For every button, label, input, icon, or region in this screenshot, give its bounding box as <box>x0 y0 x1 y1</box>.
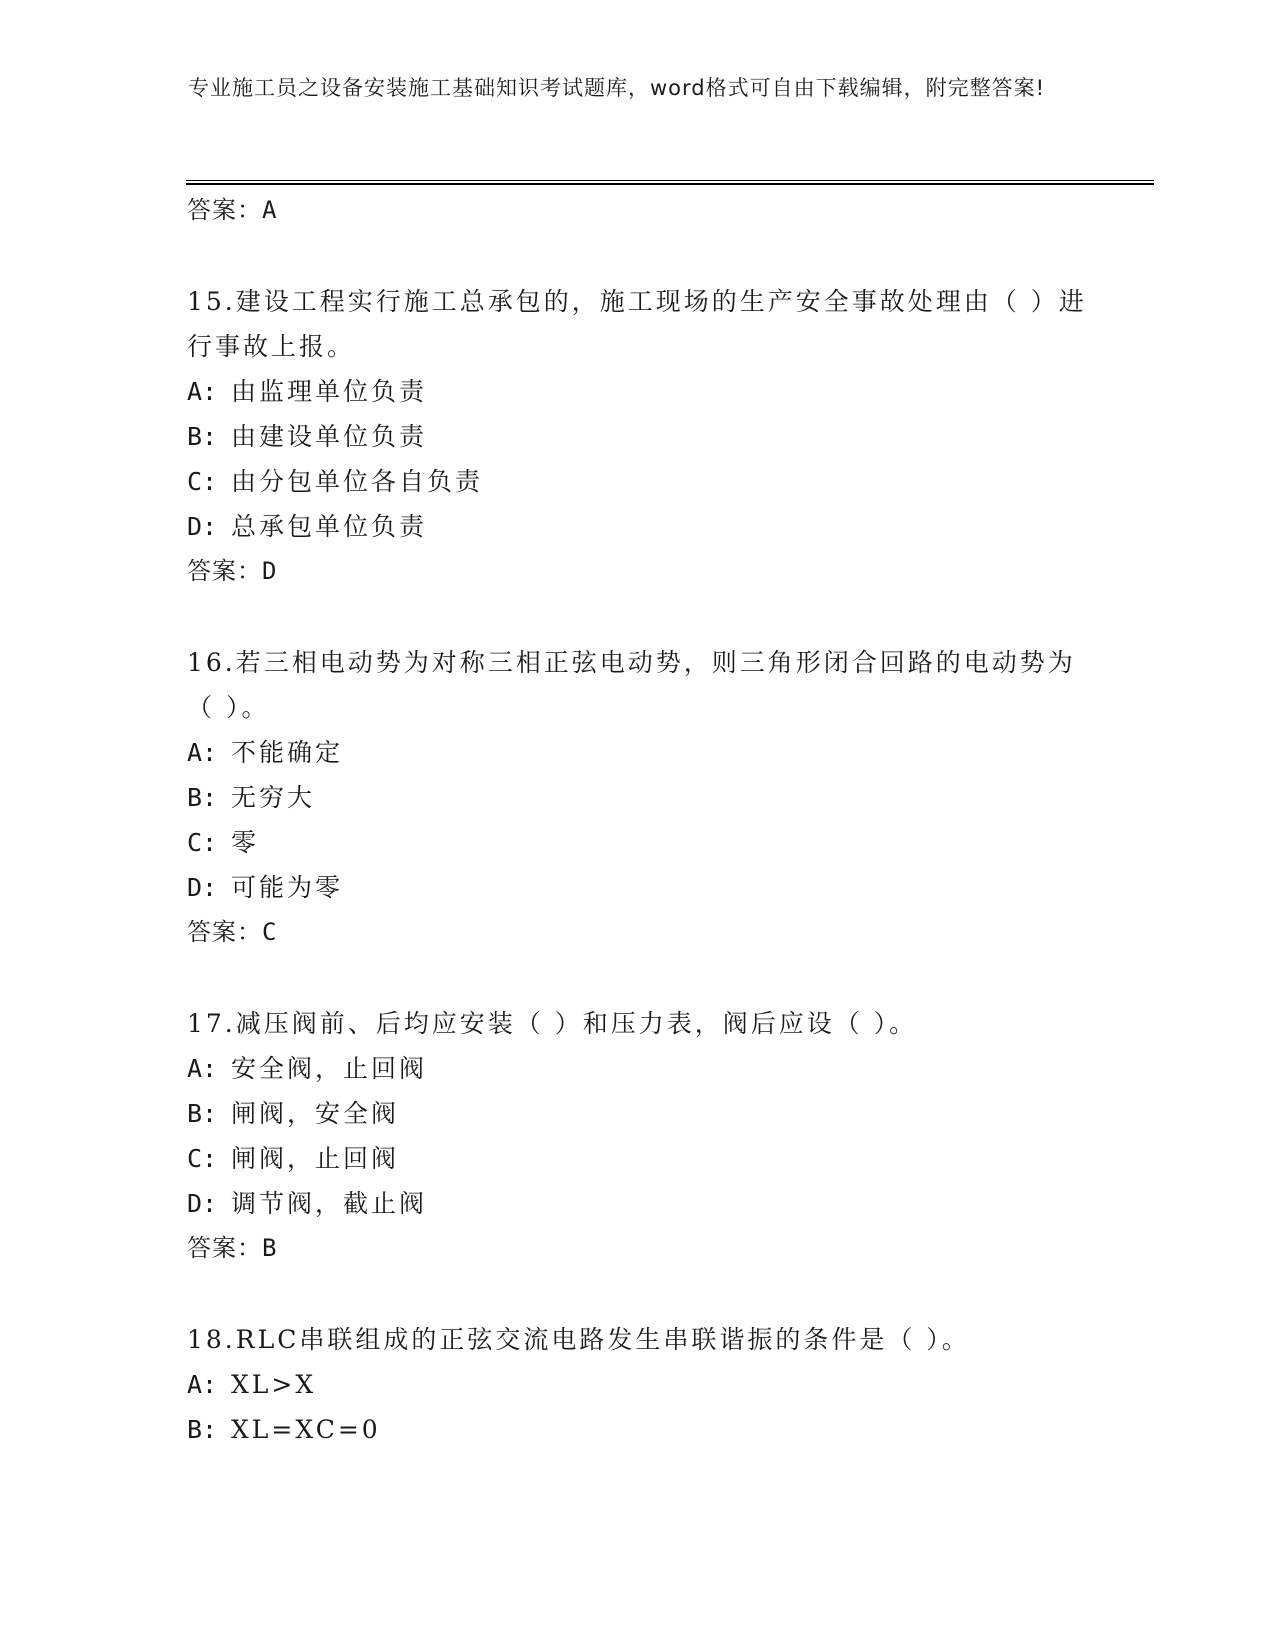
option-key: A: <box>187 1054 218 1083</box>
option-key: D: <box>187 1189 218 1218</box>
question-text <box>187 640 1087 730</box>
answer-value: C <box>262 918 278 946</box>
question-number: 18. <box>187 1325 236 1354</box>
option-text: XL>X <box>231 1370 317 1399</box>
option-text: 闸阀，止回阀 <box>231 1144 400 1173</box>
option-text: 零 <box>231 828 260 857</box>
answer-value: D <box>262 557 278 585</box>
option-key: C: <box>187 828 218 857</box>
option-key: C: <box>187 1144 218 1173</box>
question-text <box>187 1001 1087 1046</box>
option-key: D: <box>187 512 218 541</box>
answer-label: 答案： <box>187 557 262 585</box>
answer-line <box>187 188 1087 233</box>
option-text: 安全阀，止回阀 <box>231 1054 428 1083</box>
option-b <box>187 1091 1087 1136</box>
option-d <box>187 1181 1087 1226</box>
answer-label: 答案： <box>187 196 262 224</box>
header-divider-thin <box>186 180 1154 181</box>
question-body: 若三相电动势为对称三相正弦电动势，则三角形闭合回路的电动势为（ ）。 <box>187 648 1076 722</box>
header-divider-thick <box>186 183 1154 185</box>
question-block <box>187 279 1087 594</box>
answer-value: B <box>262 1234 278 1262</box>
option-text: XL=XC=0 <box>231 1415 381 1444</box>
option-key: D: <box>187 873 218 902</box>
option-d <box>187 504 1087 549</box>
option-a <box>187 1046 1087 1091</box>
option-a <box>187 1362 1087 1407</box>
question-body: 减压阀前、后均应安装（ ）和压力表，阀后应设（ ）。 <box>235 1009 918 1038</box>
answer-value: A <box>262 196 278 224</box>
option-text: 由监理单位负责 <box>231 377 428 406</box>
option-b <box>187 1407 1087 1452</box>
option-key: C: <box>187 467 218 496</box>
option-d <box>187 865 1087 910</box>
option-a <box>187 369 1087 414</box>
option-key: B: <box>187 422 218 451</box>
question-number: 16. <box>187 648 236 677</box>
question-block <box>187 1317 1087 1452</box>
answer-line <box>187 549 1087 594</box>
question-block <box>187 640 1087 955</box>
option-text: 由分包单位各自负责 <box>231 467 484 496</box>
option-text: 总承包单位负责 <box>231 512 428 541</box>
answer-label: 答案： <box>187 918 262 946</box>
question-number: 17. <box>187 1009 236 1038</box>
answer-line <box>187 1226 1087 1271</box>
option-key: B: <box>187 783 218 812</box>
question-body: 建设工程实行施工总承包的，施工现场的生产安全事故处理由（ ）进行事故上报。 <box>187 287 1087 361</box>
question-list <box>187 188 1087 1452</box>
option-b <box>187 775 1087 820</box>
option-text: 不能确定 <box>231 738 344 767</box>
option-text: 闸阀，安全阀 <box>231 1099 400 1128</box>
option-key: A: <box>187 377 218 406</box>
answer-line <box>187 910 1087 955</box>
option-text: 可能为零 <box>231 873 344 902</box>
option-text: 无穷大 <box>231 783 316 812</box>
option-key: B: <box>187 1415 218 1444</box>
option-b <box>187 414 1087 459</box>
option-text: 由建设单位负责 <box>231 422 428 451</box>
question-body: RLC串联组成的正弦交流电路发生串联谐振的条件是（ ）。 <box>235 1325 970 1354</box>
option-c <box>187 820 1087 865</box>
option-key: A: <box>187 1370 218 1399</box>
question-block <box>187 1001 1087 1271</box>
question-text <box>187 279 1087 369</box>
option-key: A: <box>187 738 218 767</box>
answer-label: 答案： <box>187 1234 262 1262</box>
option-c <box>187 459 1087 504</box>
question-text <box>187 1317 1087 1362</box>
document-header: 专业施工员之设备安装施工基础知识考试题库，word格式可自由下载编辑，附完整答案! <box>188 76 1046 100</box>
option-c <box>187 1136 1087 1181</box>
option-a <box>187 730 1087 775</box>
question-number: 15. <box>187 287 236 316</box>
option-key: B: <box>187 1099 218 1128</box>
option-text: 调节阀，截止阀 <box>231 1189 428 1218</box>
